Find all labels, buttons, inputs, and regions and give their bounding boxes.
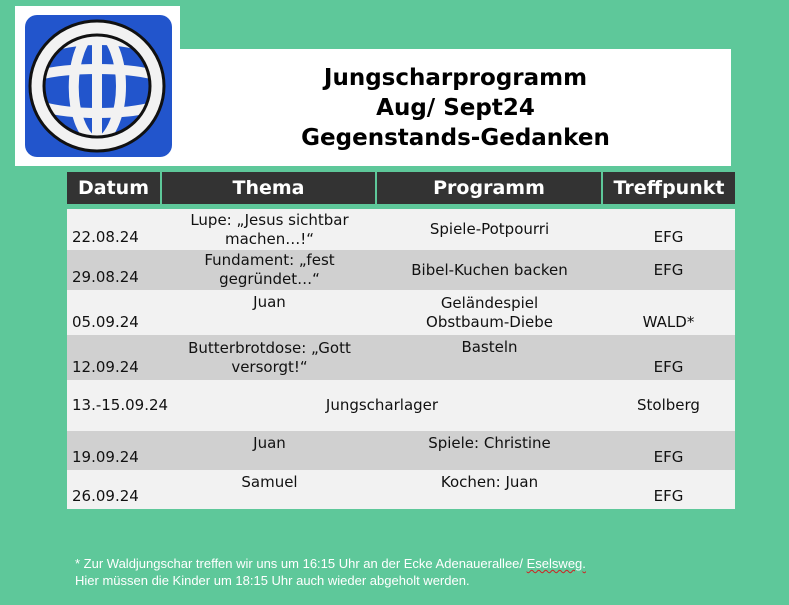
table-row: [67, 290, 735, 335]
cell-datum: 12.09.24: [72, 358, 139, 376]
table-row: [67, 250, 735, 290]
cell-treffpunkt: EFG: [653, 487, 684, 505]
cell-thema: Samuel: [241, 473, 298, 491]
cell-thema: Fundament: „fest gegründet…“: [204, 251, 335, 288]
globe-graphic: [25, 15, 172, 157]
globe-icon: [25, 15, 172, 157]
cell-datum: 19.09.24: [72, 448, 139, 466]
cell-treffpunkt: EFG: [653, 448, 684, 466]
title-line-2: Aug/ Sept24: [376, 94, 535, 121]
cell-thema: Juan: [253, 293, 286, 311]
cell-thema: Lupe: „Jesus sichtbar machen…!“: [190, 210, 349, 248]
table-row: [67, 209, 735, 250]
title-panel: [180, 49, 731, 166]
cell-thema: Butterbrotdose: „Gott versorgt!“: [188, 338, 351, 376]
footnote: [75, 555, 586, 589]
table-row: [67, 380, 735, 431]
cell-programm: Geländespiel Obstbaum-Diebe: [426, 293, 553, 331]
cell-datum: 29.08.24: [72, 268, 139, 286]
footnote-line-1-text: * Zur Waldjungschar treffen wir uns um 16:15 Uhr an der Ecke Adenauerallee/: [75, 556, 527, 571]
column-header-treffpunkt: Treffpunkt: [603, 172, 735, 204]
cell-programm: Spiele-Potpourri: [429, 220, 550, 238]
table-row: [67, 335, 735, 380]
cell-treffpunkt: WALD*: [642, 313, 695, 331]
column-header-programm: Programm: [377, 172, 601, 204]
cell-programm: Bibel-Kuchen backen: [411, 260, 568, 279]
table-row: [67, 470, 735, 509]
title-line-3: Gegenstands-Gedanken: [301, 124, 610, 151]
cell-programm: Basteln: [461, 338, 518, 356]
cell-thema: Juan: [253, 434, 286, 452]
column-header-datum: Datum: [67, 172, 160, 204]
table-row: [67, 431, 735, 470]
logo-panel: [15, 6, 180, 166]
footnote-street-name: Eselsweg.: [526, 556, 586, 571]
cell-datum: 13.-15.09.24: [72, 396, 169, 414]
title-line-1: Jungscharprogramm: [323, 64, 588, 91]
cell-treffpunkt: EFG: [653, 260, 684, 279]
cell-programm: Kochen: Juan: [440, 473, 539, 491]
cell-treffpunkt: EFG: [653, 358, 684, 376]
cell-programm: Spiele: Christine: [428, 434, 551, 452]
footnote-line-2: Hier müssen die Kinder um 18:15 Uhr auch wieder abgeholt werden.: [75, 573, 470, 588]
cell-treffpunkt: EFG: [653, 228, 684, 246]
cell-treffpunkt: Stolberg: [637, 396, 700, 414]
cell-datum: 22.08.24: [72, 228, 139, 246]
cell-thema: Jungscharlager: [325, 396, 439, 414]
cell-datum: 05.09.24: [72, 313, 139, 331]
column-header-thema: Thema: [162, 172, 375, 204]
cell-datum: 26.09.24: [72, 487, 139, 505]
footnote-line-1: [75, 555, 586, 572]
